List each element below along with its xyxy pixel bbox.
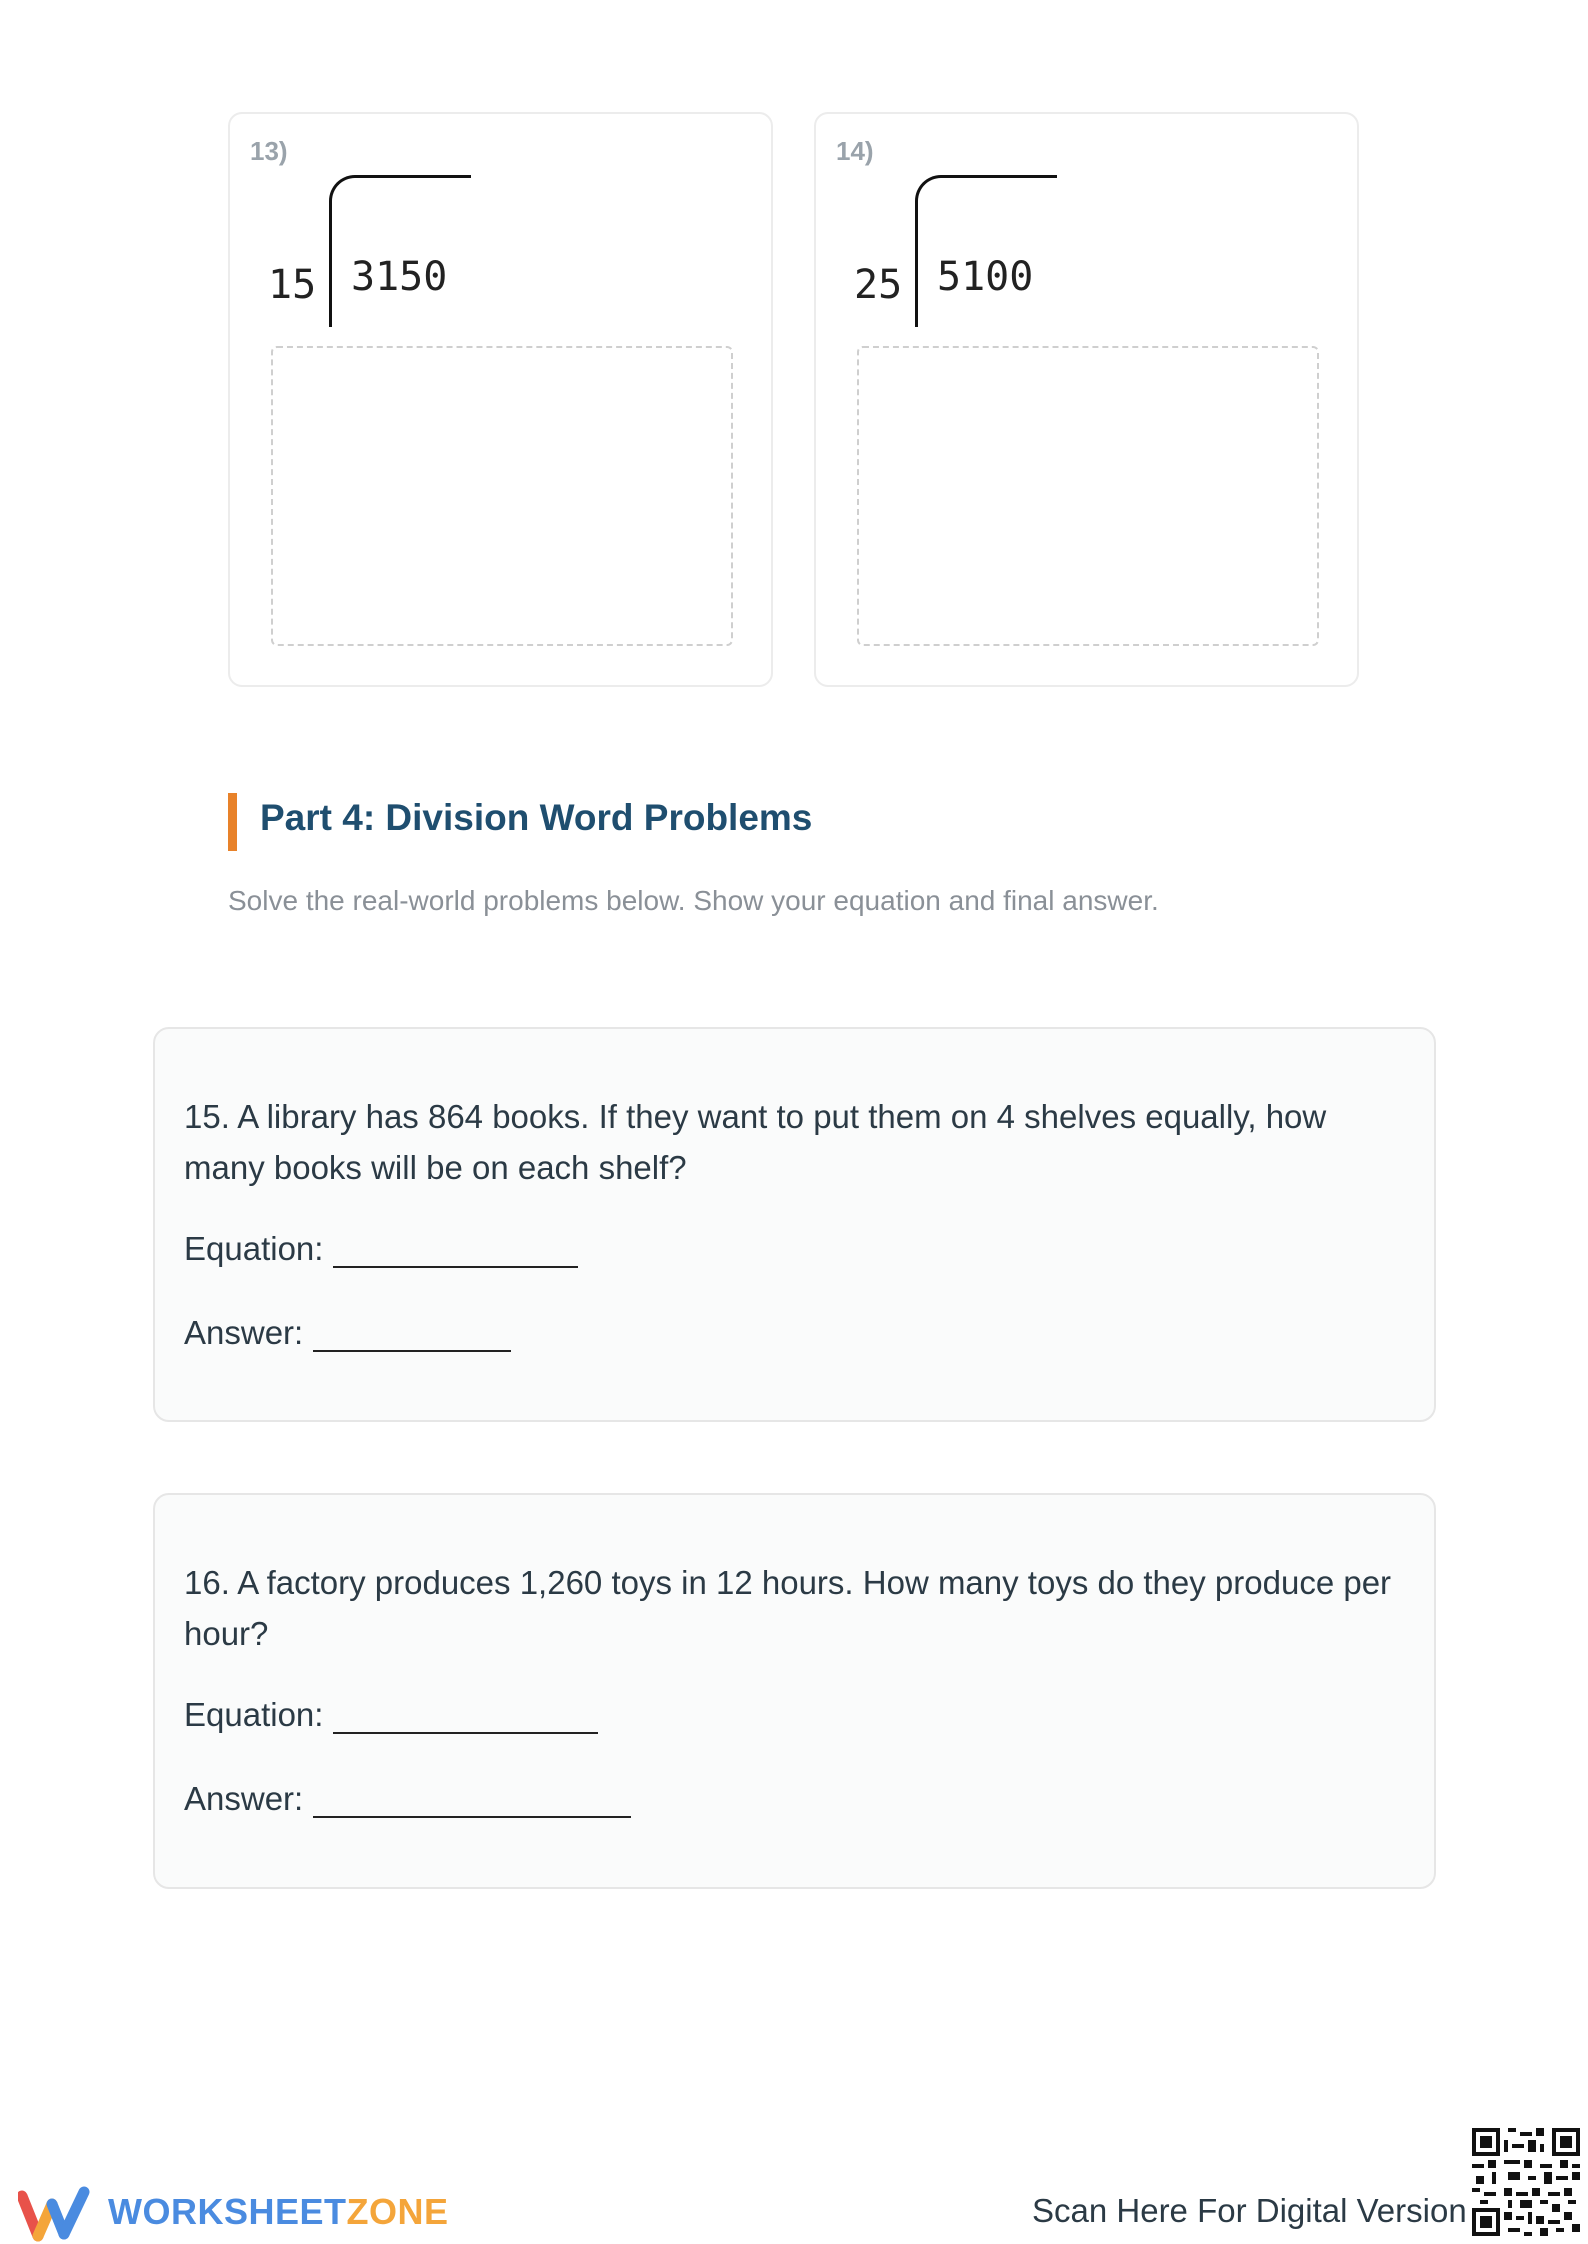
long-division-bracket	[329, 175, 471, 327]
section-instructions: Solve the real-world problems below. Show your equation and final answer.	[228, 885, 1159, 916]
divisor: 15	[268, 262, 317, 308]
equation-label: Equation:	[184, 1230, 324, 1267]
qr-code-icon[interactable]	[1472, 2128, 1580, 2236]
answer-line[interactable]	[313, 1784, 631, 1818]
answer-line[interactable]	[313, 1318, 511, 1352]
worksheetzone-logo-icon	[18, 2186, 90, 2242]
brand-part-2: ZONE	[346, 2191, 449, 2232]
equation-label: Equation:	[184, 1696, 324, 1733]
word-problem-question: 15. A library has 864 books. If they want to put them on 4 shelves equally, how many books will be on each shelf?	[184, 1098, 1327, 1186]
equation-row	[184, 1696, 598, 1734]
dividend: 5100	[937, 254, 1034, 300]
section-title: Part 4: Division Word Problems	[260, 797, 813, 838]
answer-row	[184, 1314, 511, 1352]
brand-part-1: WORKSHEET	[108, 2191, 347, 2232]
division-problem-card	[228, 112, 773, 687]
word-problem-card	[153, 1493, 1436, 1889]
dividend: 3150	[351, 254, 448, 300]
divisor: 25	[854, 262, 903, 308]
problem-number: 13)	[250, 136, 288, 166]
equation-answer-line[interactable]	[333, 1700, 598, 1734]
work-area-box[interactable]	[857, 346, 1319, 646]
answer-label: Answer:	[184, 1314, 304, 1351]
brand-name	[108, 2191, 449, 2233]
word-problem-question: 16. A factory produces 1,260 toys in 12 hours. How many toys do they produce per hour?	[184, 1564, 1392, 1652]
answer-label: Answer:	[184, 1780, 304, 1817]
long-division-bracket	[915, 175, 1057, 327]
word-problem-card	[153, 1027, 1436, 1422]
equation-answer-line[interactable]	[333, 1234, 578, 1268]
problem-number: 14)	[836, 136, 874, 166]
division-problem-card	[814, 112, 1359, 687]
section-accent-bar	[228, 793, 237, 851]
equation-row	[184, 1230, 578, 1268]
work-area-box[interactable]	[271, 346, 733, 646]
answer-row	[184, 1780, 631, 1818]
scan-instruction: Scan Here For Digital Version	[1032, 2192, 1467, 2229]
